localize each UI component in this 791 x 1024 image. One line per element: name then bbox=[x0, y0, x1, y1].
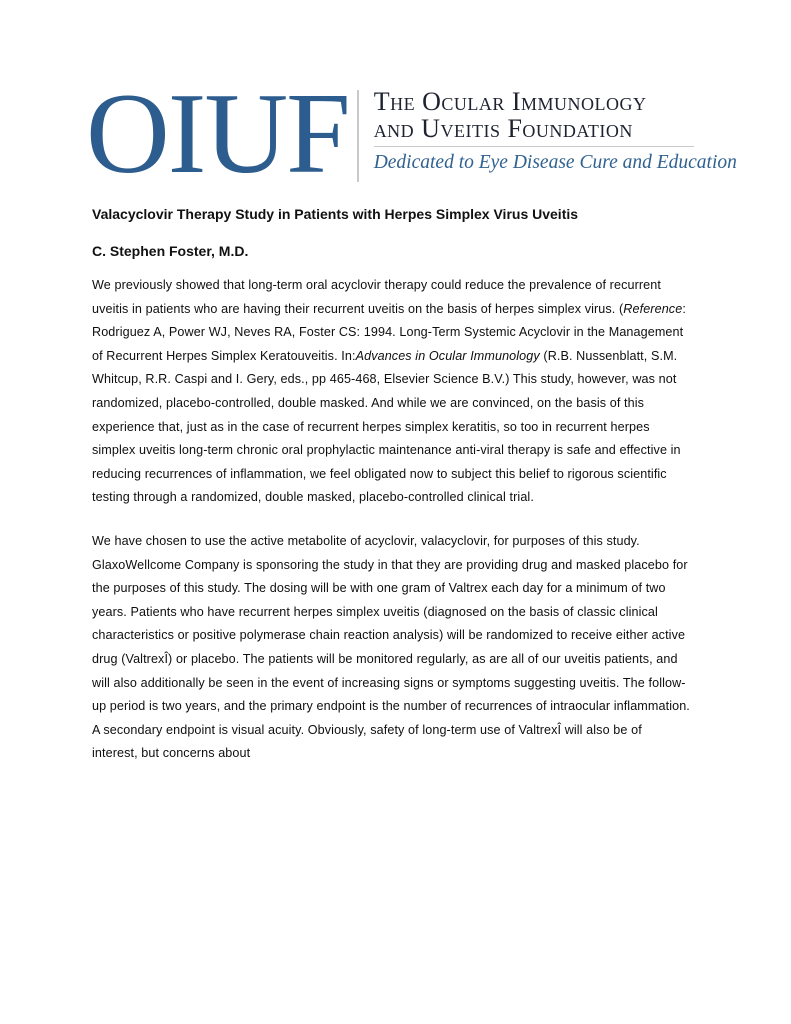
logo-vertical-divider bbox=[357, 90, 359, 182]
text-line: experience that, just as in the case of recurrent herpes simplex keratitis, so too in recurrent herpes bbox=[92, 419, 650, 434]
text-line: testing through a randomized, double masked, placebo-controlled clinical trial. bbox=[92, 490, 534, 505]
text-line: GlaxoWellcome Company is sponsoring the study in that they are providing drug and masked placebo for bbox=[92, 557, 688, 572]
logo-org-block bbox=[373, 87, 737, 174]
text-line: interest, but concerns about bbox=[92, 746, 251, 761]
text-line: simplex uveitis long-term chronic oral prophylactic maintenance anti-viral therapy is safe and effective in bbox=[92, 443, 681, 458]
article-author: C. Stephen Foster, M.D. bbox=[92, 243, 249, 259]
logo bbox=[86, 70, 737, 198]
text-line: of Recurrent Herpes Simplex Keratouveitis. In:Advances in Ocular Immunology (R.B. Nussenblatt, S.M. bbox=[92, 348, 678, 363]
text-line: We previously showed that long-term oral acyclovir therapy could reduce the prevalence of recurrent bbox=[92, 278, 661, 292]
text-line: A secondary endpoint is visual acuity. Obviously, safety of long-term use of ValtrexÎ will also be of bbox=[92, 722, 642, 737]
text-line: We have chosen to use the active metabolite of acyclovir, valacyclovir, for purposes of this study. bbox=[92, 533, 640, 548]
article bbox=[92, 205, 708, 766]
text-line: characteristics or positive polymerase chain reaction analysis) will be randomized to receive either active bbox=[92, 628, 686, 643]
logo-tagline: Dedicated to Eye Disease Cure and Education bbox=[374, 146, 694, 174]
paragraph bbox=[92, 530, 708, 766]
text-line: drug (ValtrexÎ) or placebo. The patients will be monitored regularly, as are all of our uveitis patients, and bbox=[92, 651, 678, 666]
text-line: will also additionally be seen in the event of increasing signs or symptoms suggesting uveitis. The follow- bbox=[92, 675, 686, 690]
text-line: Rodriguez A, Power WJ, Neves RA, Foster CS: 1994. Long-Term Systemic Acyclovir in the Management bbox=[92, 325, 684, 340]
text-line: up period is two years, and the primary endpoint is the number of recurrences of intraocular inflammation. bbox=[92, 699, 690, 714]
org-name-line1: The Ocular Immunology bbox=[373, 87, 647, 116]
text-line: reducing recurrences of inflammation, we feel obligated now to subject this belief to rigorous scientific bbox=[92, 466, 667, 481]
article-title: Valacyclovir Therapy Study in Patients with Herpes Simplex Virus Uveitis bbox=[92, 206, 579, 222]
org-name-line2: and Uveitis Foundation bbox=[373, 114, 633, 143]
logo-acronym: OIUF bbox=[86, 70, 349, 198]
text-line: the purposes of this study. The dosing will be with one gram of Valtrex each day for a minimum of two bbox=[92, 581, 666, 596]
text-line: Whitcup, R.R. Caspi and I. Gery, eds., pp 465-468, Elsevier Science B.V.) This study, however, was not bbox=[92, 372, 677, 387]
text-line: years. Patients who have recurrent herpes simplex uveitis (diagnosed on the basis of classic clinical bbox=[92, 604, 658, 619]
paragraph bbox=[92, 274, 708, 510]
text-line: uveitis in patients who are having their recurrent uveitis on the basis of herpes simplex virus. (Reference: bbox=[92, 301, 686, 316]
article-body bbox=[92, 274, 708, 766]
text-line: randomized, placebo-controlled, double masked. And while we are convinced, on the basis of this bbox=[92, 395, 645, 410]
